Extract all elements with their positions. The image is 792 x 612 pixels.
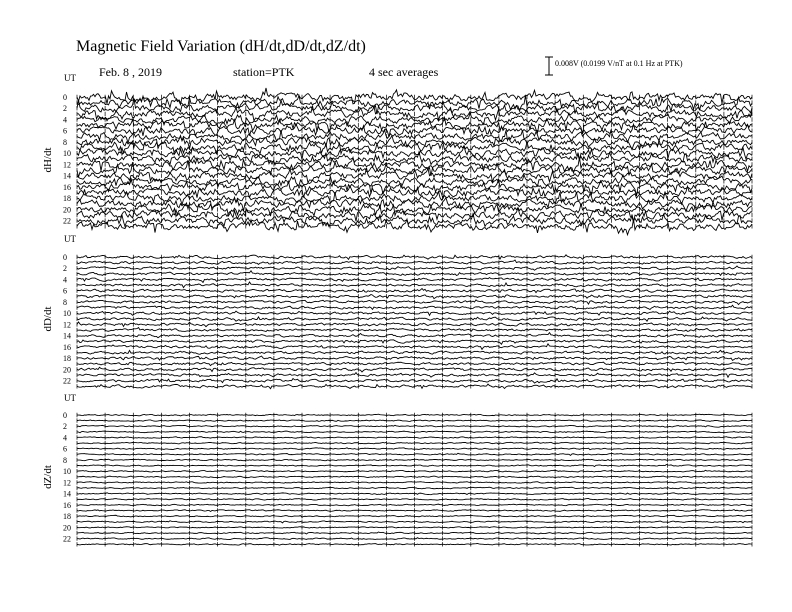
hour-label: 0 [63,411,67,420]
hour-label: 22 [63,534,71,544]
panel-dZ-dt [42,393,752,547]
station-label: station=PTK [233,65,295,79]
ut-label: UT [64,234,76,244]
hour-label: 18 [63,512,71,522]
averaging-label: 4 sec averages [369,65,439,79]
ut-label: UT [64,73,76,83]
hour-label: 20 [63,523,71,533]
hour-label: 10 [63,467,71,477]
hour-label: 2 [63,264,67,274]
time-ticks [77,373,752,377]
scale-bar-label: 0.008V (0.0199 V/nT at 0.1 Hz at PTK) [555,59,683,68]
ut-label: UT [64,393,76,403]
time-ticks [77,311,752,315]
scale-bar [545,57,553,75]
hour-label: 6 [63,444,67,454]
hour-label: 4 [63,115,67,125]
hour-label: 14 [63,171,71,181]
panel-dD-dt [42,234,752,389]
hour-label: 12 [63,320,71,330]
hour-label: 12 [63,478,71,488]
hour-label: 16 [63,182,71,192]
hour-label: 6 [63,286,67,296]
y-axis-label: dZ/dt [42,465,54,489]
time-ticks [77,272,752,276]
hour-label: 14 [63,489,71,499]
hour-label: 10 [63,309,71,319]
hour-label: 22 [63,216,71,226]
hour-label: 14 [63,331,71,341]
hour-label: 18 [63,194,71,204]
hour-label: 8 [63,297,67,307]
hour-label: 12 [63,160,71,170]
panel-dH-dt [42,73,752,235]
date-label: Feb. 8 , 2019 [99,65,162,79]
hour-label: 16 [63,342,71,352]
hour-label: 4 [63,433,67,443]
hour-label: 18 [63,354,71,364]
hour-label: 16 [63,500,71,510]
hour-label: 10 [63,149,71,159]
y-axis-label: dD/dt [42,306,54,332]
hour-label: 0 [63,253,67,262]
hour-label: 4 [63,275,67,285]
hour-label: 20 [63,205,71,215]
y-axis-label: dH/dt [42,147,54,173]
hour-label: 2 [63,422,67,432]
time-ticks [77,213,752,217]
hour-label: 8 [63,137,67,147]
chart-title: Magnetic Field Variation (dH/dt,dD/dt,dZ/dt) [76,38,366,55]
hour-label: 2 [63,104,67,114]
hour-label: 6 [63,126,67,136]
hour-label: 8 [63,455,67,465]
hour-label: 0 [63,93,67,102]
hour-label: 22 [63,376,71,386]
hour-label: 20 [63,365,71,375]
